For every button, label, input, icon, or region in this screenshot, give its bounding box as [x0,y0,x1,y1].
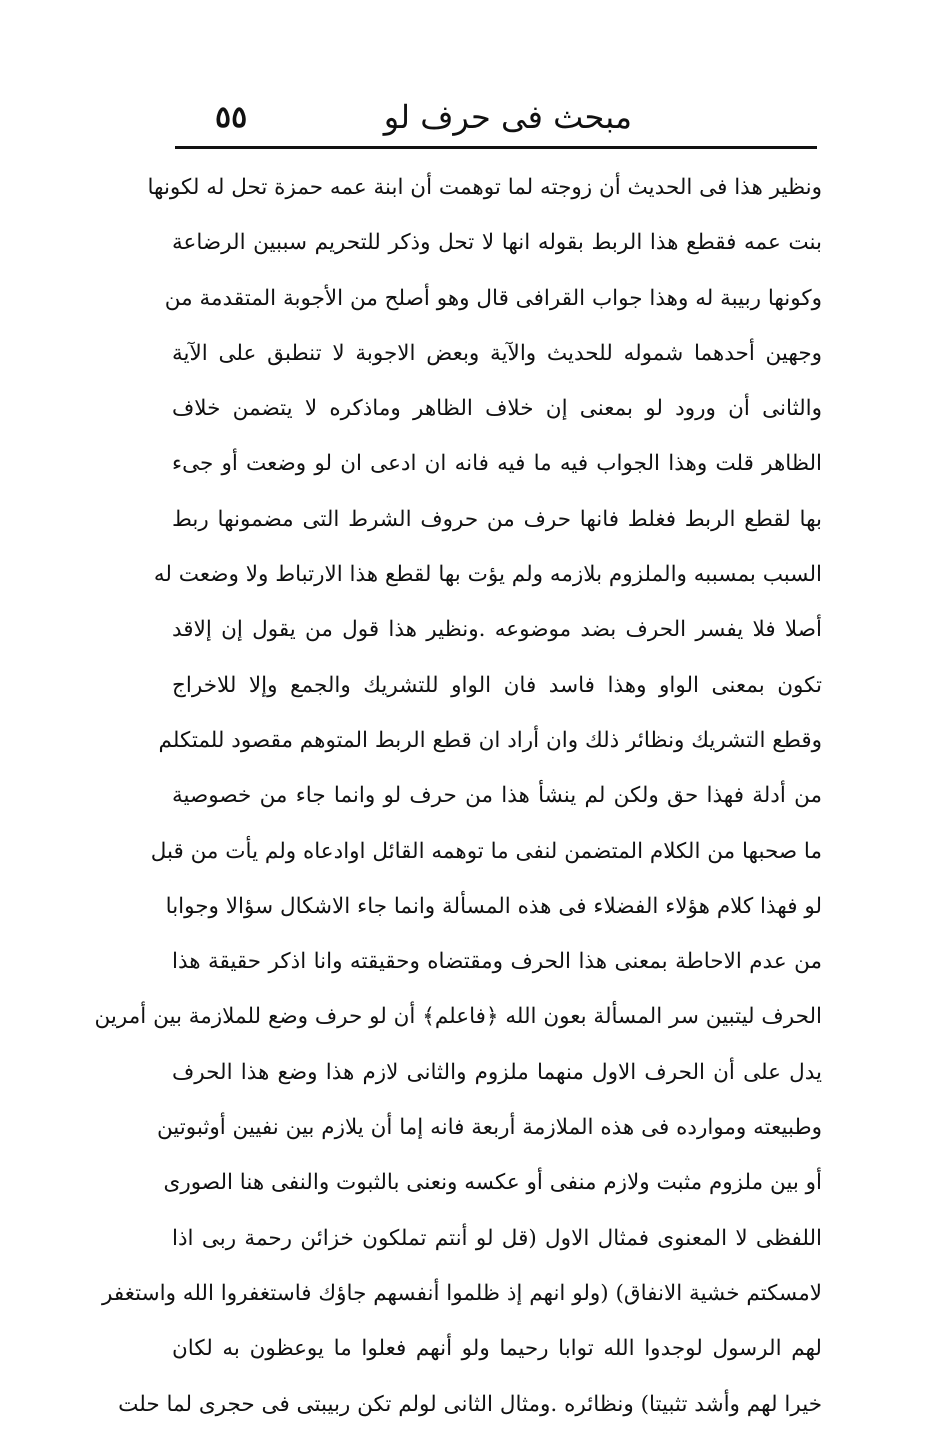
body-text [94,160,822,1432]
page-header [175,96,817,142]
text-line: لامسكتم خشية الانفاق) (ولو انهم إذ ظلموا أنفسهم جاؤك فاستغفروا الله واستغفر [101,1280,822,1306]
text-line: من عدم الاحاطة بمعنى هذا الحرف ومقتضاه وحقيقته وانا اذكر حقيقة هذا [172,949,822,975]
page-number: ٥٥ [215,100,248,135]
text-line: بنت عمه فقطع هذا الربط بقوله انها لا تحل وذكر للتحريم سببين الرضاعة [172,230,822,256]
text-line: ونظير هذا فى الحديث أن زوجته لما توهمت أن ابنة عمه حمزة تحل له لكونها [147,175,822,200]
text-line: خيرا لهم وأشد تثبيتا) ونظائره .ومثال الثانى لولم تكن ربيبتى فى حجرى لما حلت [118,1391,822,1417]
text-line: من أدلة فهذا حق ولكن لم ينشأ هذا من حرف لو وانما جاء من خصوصية [172,783,822,809]
text-line: وكونها ربيبة له وهذا جواب القرافى قال وهو أصلح من الأجوبة المتقدمة من [164,285,822,311]
text-line: لهم الرسول لوجدوا الله توابا رحيما ولو أنهم فعلوا ما يوعظون به لكان [172,1336,822,1362]
text-line: الظاهر قلت وهذا الجواب فيه ما فيه فانه ان ادعى ان لو وضعت أو جىء [172,451,822,477]
text-line: وطبيعته وموارده فى هذه الملازمة أربعة فانه إما أن يلازم بين نفيين أوثبوتين [156,1115,822,1141]
header-rule [175,146,817,149]
text-line: تكون بمعنى الواو وهذا فاسد فان الواو للتشريك والجمع وإلا للاخراج [172,672,822,698]
text-line: والثانى أن ورود لو بمعنى إن خلاف الظاهر وماذكره لا يتضمن خلاف [172,396,822,422]
text-line: الحرف ليتبين سر المسألة بعون الله ﴿فاعلم﴾ أن لو حرف وضع للملازمة بين أمرين [94,1004,822,1030]
text-line: لو فهذا كلام هؤلاء الفضلاء فى هذه المسألة وانما جاء الاشكال سؤالا وجوابا [165,893,822,919]
text-line: يدل على أن الحرف الاول منهما ملزوم والثانى لازم هذا وضع هذا الحرف [172,1059,822,1085]
text-line: أصلا فلا يفسر الحرف بضد موضوعه .ونظير هذا قول من يقول إن إلاقد [172,617,822,643]
text-line: ما صحبها من الكلام المتضمن لنفى ما توهمه القائل اوادعاه ولم يأت من قبل [150,838,822,864]
text-line: بها لقطع الربط فغلط فانها حرف من حروف الشرط التى مضمونها ربط [172,506,822,532]
text-line: وجهين أحدهما شموله للحديث والآية وبعض الاجوبة لا تنطبق على الآية [172,340,822,366]
text-line: أو بين ملزوم مثبت ولازم منفى أو عكسه ونعنى بالثبوت والنفى هنا الصورى [163,1170,822,1196]
text-line: اللفظى لا المعنوى فمثال الاول (قل لو أنتم تملكون خزائن رحمة ربى اذا [172,1225,822,1251]
text-line: السبب بمسببه والملزوم بلازمه ولم يؤت بها لقطع هذا الارتباط ولا وضعت له [153,562,822,588]
running-title: مبحث فى حرف لو [383,98,632,136]
text-line: وقطع التشريك ونظائر ذلك وان أراد ان قطع الربط المتوهم مقصود للمتكلم [158,727,822,753]
